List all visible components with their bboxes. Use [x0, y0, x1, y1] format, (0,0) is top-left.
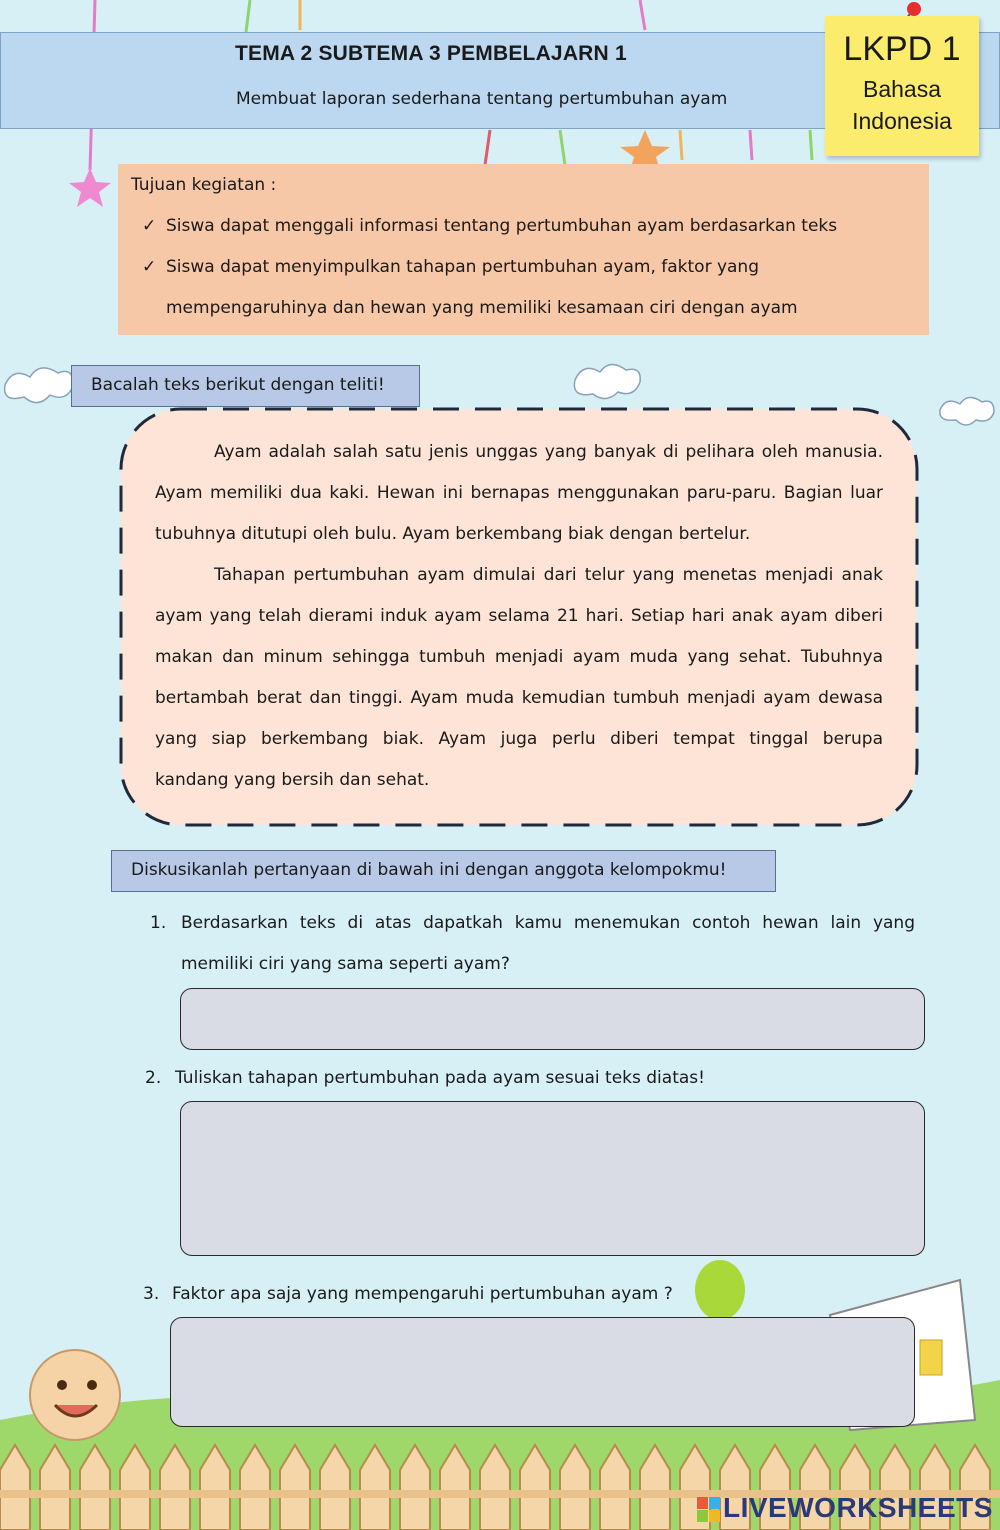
goal-item-2: Siswa dapat menyimpulkan tahapan pertumbuhan ayam, faktor yang — [166, 257, 759, 277]
reading-line: bertambah berat dan tinggi. Ayam muda kemudian tumbuh menjadi ayam dewasa — [155, 688, 883, 708]
reading-line: ayam yang telah dierami induk ayam selama 21 hari. Setiap hari anak ayam diberi — [155, 606, 883, 626]
question-2-text: Tuliskan tahapan pertumbuhan pada ayam sesuai teks diatas! — [175, 1068, 705, 1088]
answer-input-2[interactable] — [181, 1102, 924, 1255]
answer-box-1[interactable] — [180, 988, 925, 1050]
reading-line: tubuhnya ditutupi oleh bulu. Ayam berkembang biak dengan bertelur. — [155, 524, 751, 544]
question-1-text-cont: memiliki ciri yang sama seperti ayam? — [181, 954, 510, 974]
reading-line: Ayam memiliki dua kaki. Hewan ini bernapas menggunakan paru-paru. Bagian luar — [155, 483, 883, 503]
pink-star-icon — [69, 168, 111, 207]
worksheet-badge — [825, 16, 979, 156]
goal-item-2-cont: mempengaruhinya dan hewan yang memiliki kesamaan ciri dengan ayam — [166, 298, 798, 318]
reading-line: makan dan minum sehingga tumbuh menjadi ayam muda yang sehat. Tubuhnya — [155, 647, 883, 667]
page-subtitle: Membuat laporan sederhana tentang pertumbuhan ayam — [236, 89, 728, 109]
answer-input-3[interactable] — [171, 1318, 914, 1426]
liveworksheets-logo: LIVEWORKSHEETS — [723, 1492, 993, 1523]
question-2-number: 2. — [145, 1068, 162, 1088]
reading-line: Ayam adalah salah satu jenis unggas yang banyak di pelihara oleh manusia. — [214, 442, 883, 462]
discussion-instruction: Diskusikanlah pertanyaan di bawah ini dengan anggota kelompokmu! — [111, 850, 776, 892]
liveworksheets-logo-icon — [697, 1497, 721, 1523]
goals-heading: Tujuan kegiatan : — [131, 175, 277, 195]
reading-instruction: Bacalah teks berikut dengan teliti! — [71, 365, 420, 407]
question-3-number: 3. — [143, 1284, 160, 1304]
page-title: TEMA 2 SUBTEMA 3 PEMBELAJARN 1 — [235, 42, 627, 65]
badge-subject-line2: Indonesia — [852, 108, 952, 134]
answer-input-1[interactable] — [181, 989, 924, 1049]
question-1-number: 1. — [150, 913, 167, 933]
answer-box-3[interactable] — [170, 1317, 915, 1427]
question-1-text: Berdasarkan teks di atas dapatkah kamu menemukan contoh hewan lain yang — [181, 913, 915, 933]
reading-line: Tahapan pertumbuhan ayam dimulai dari telur yang menetas menjadi anak — [214, 565, 883, 585]
badge-title: LKPD 1 — [843, 30, 961, 68]
question-3-text: Faktor apa saja yang mempengaruhi pertumbuhan ayam ? — [172, 1284, 673, 1304]
badge-subject-line1: Bahasa — [862, 76, 941, 102]
check-icon: ✓ — [142, 257, 157, 277]
reading-line: kandang yang bersih dan sehat. — [155, 770, 430, 790]
goal-item-1: Siswa dapat menggali informasi tentang pertumbuhan ayam berdasarkan teks — [166, 216, 838, 236]
answer-box-2[interactable] — [180, 1101, 925, 1256]
check-icon: ✓ — [142, 216, 157, 236]
reading-line: yang siap berkembang biak. Ayam juga perlu diberi tempat tinggal berupa — [155, 729, 883, 749]
